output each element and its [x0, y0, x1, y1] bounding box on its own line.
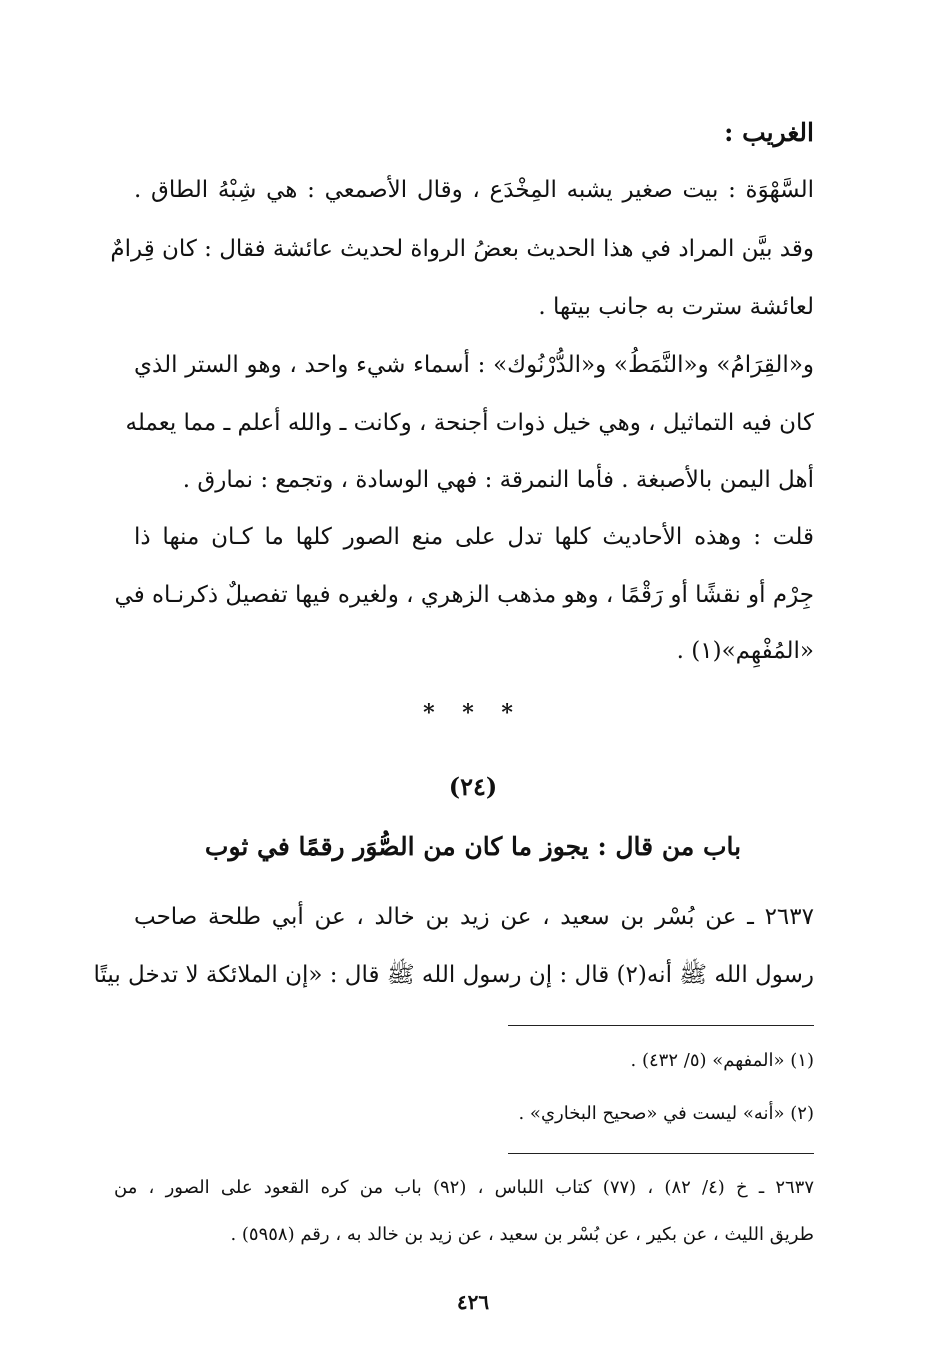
- chapter-number: (٢٤): [448, 772, 498, 801]
- body-line: السَّهْوَة : بيت صغير يشبه المِخْدَع ، وقال الأصمعي : هي شِبْهُ الطاق .: [134, 177, 814, 203]
- section-separator: * * *: [423, 700, 523, 726]
- chapter-title: باب من قال : يجوز ما كان من الصُّوَر رقمًا في ثوب: [204, 832, 742, 861]
- body-line: جِرْم أو نقشًا أو رَقْمًا ، وهو مذهب الزهري ، ولغيره فيها تفصيلٌ ذكرنـاه في: [114, 582, 814, 608]
- source-divider: [508, 1153, 814, 1154]
- footnote-divider: [508, 1025, 814, 1026]
- body-line: لعائشة سترت به جانب بيتها .: [538, 294, 814, 320]
- gharib-heading: الغريب :: [724, 118, 814, 147]
- footnote: (٢) «أنه» ليست في «صحيح البخاري» .: [518, 1103, 814, 1124]
- body-line: قلت : وهذه الأحاديث كلها تدل على منع الصور كلها ما كـان منها ذا: [134, 524, 814, 550]
- body-line: و«القِرَامُ» و«النَّمَطُ» و«الدُّرْنُوك» : أسماء شيء واحد ، وهو الستر الذي: [134, 352, 814, 378]
- hadith-line: رسول الله ﷺ أنه(٢) قال : إن رسول الله ﷺ قال : «إن الملائكة لا تدخل بيتًا: [93, 962, 814, 988]
- source-note-line: طريق الليث ، عن بكير ، عن بُسْر بن سعيد ، عن زيد بن خالد به ، رقم (٥٩٥٨) .: [230, 1224, 814, 1245]
- footnote: (١) «المفهم» (٥/ ٤٣٢) .: [630, 1050, 814, 1071]
- source-note-line: ٢٦٣٧ ـ خ (٤/ ٨٢) ، (٧٧) كتاب اللباس ، (٩٢) باب من كره القعود على الصور ، من: [114, 1177, 814, 1198]
- body-line: وقد بيَّن المراد في هذا الحديث بعضُ الرواة لحديث عائشة فقال : كان قِرامٌ: [110, 236, 814, 262]
- body-line: «المُفْهِم»(١) .: [676, 638, 814, 664]
- hadith-line: ٢٦٣٧ ـ عن بُسْر بن سعيد ، عن زيد بن خالد ، عن أبي طلحة صاحب: [134, 904, 814, 930]
- body-line: أهل اليمن بالأصبغة . فأما النمرقة : فهي الوسادة ، وتجمع : نمارق .: [182, 467, 814, 493]
- body-line: كان فيه التماثيل ، وهي خيل ذوات أجنحة ، وكانت ـ والله أعلم ـ مما يعمله: [125, 410, 814, 436]
- page-number: ٤٢٦: [456, 1290, 490, 1314]
